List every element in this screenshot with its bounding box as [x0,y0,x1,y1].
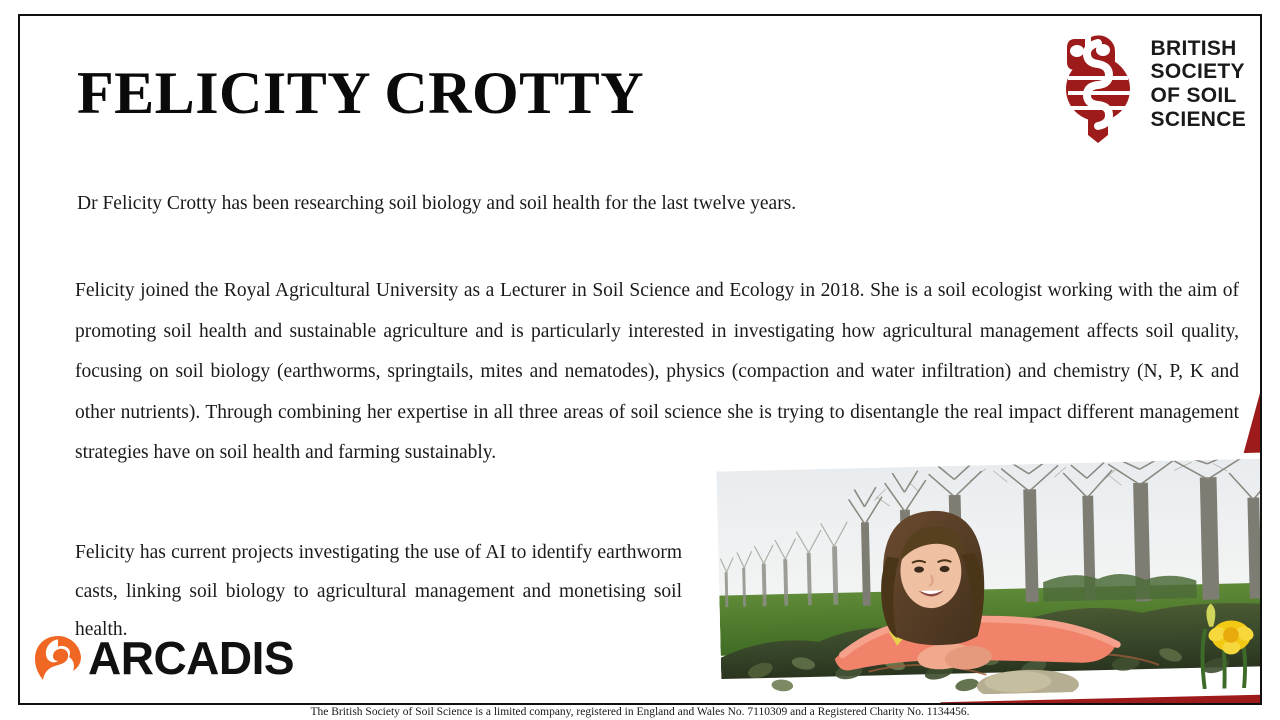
arcadis-wordmark: ARCADIS [88,632,295,684]
bsss-logo [1055,25,1246,143]
arcadis-swirl-icon [34,635,82,681]
arcadis-logo [34,632,295,684]
projects-paragraph: Felicity has current projects investigating the use of AI to identify earthworm casts, linking soil biology to agricultural management and monetising soil health. [75,542,682,640]
intro-paragraph: Dr Felicity Crotty has been researching soil biology and soil health for the last twelve years. [77,193,797,214]
bsss-wordmark [1151,37,1246,131]
page-title: FELICITY CROTTY [77,60,645,126]
bsss-wordmark-line-3: OF SOIL [1150,84,1237,107]
bsss-wordmark-line-2: SOCIETY [1150,60,1245,84]
portrait-photo-image [716,459,1262,701]
footer-note: The British Society of Soil Science is a limited company, registered in England and Wales No. 7110309 and a Registered Charity No. 1134456. [310,706,970,718]
bsss-wordmark-line-4: SCIENCE [1150,107,1246,131]
portrait-photo [711,452,1262,705]
bio-paragraph: Felicity joined the Royal Agricultural University as a Lecturer in Soil Science and Ecology in 2018. She is a soil ecologist working with the aim of promoting soil health and sustainable agriculture and is particularly interested in investigating how agricultural management affects soil quality, focusing on soil biology (earthworms, springtails, mites and nematodes), physics (compaction and water infiltration) and chemistry (N, P, K and other nutrients). Through combining her expertise in all three areas of soil science she is trying to disentangle the real impact different management strategies have on soil health and farming sustainably. [75,280,1239,463]
slide-canvas [18,14,1262,705]
bsss-wordmark-line-1: BRITISH [1150,36,1237,60]
bsss-worm-soil-profile-icon [1055,25,1141,143]
